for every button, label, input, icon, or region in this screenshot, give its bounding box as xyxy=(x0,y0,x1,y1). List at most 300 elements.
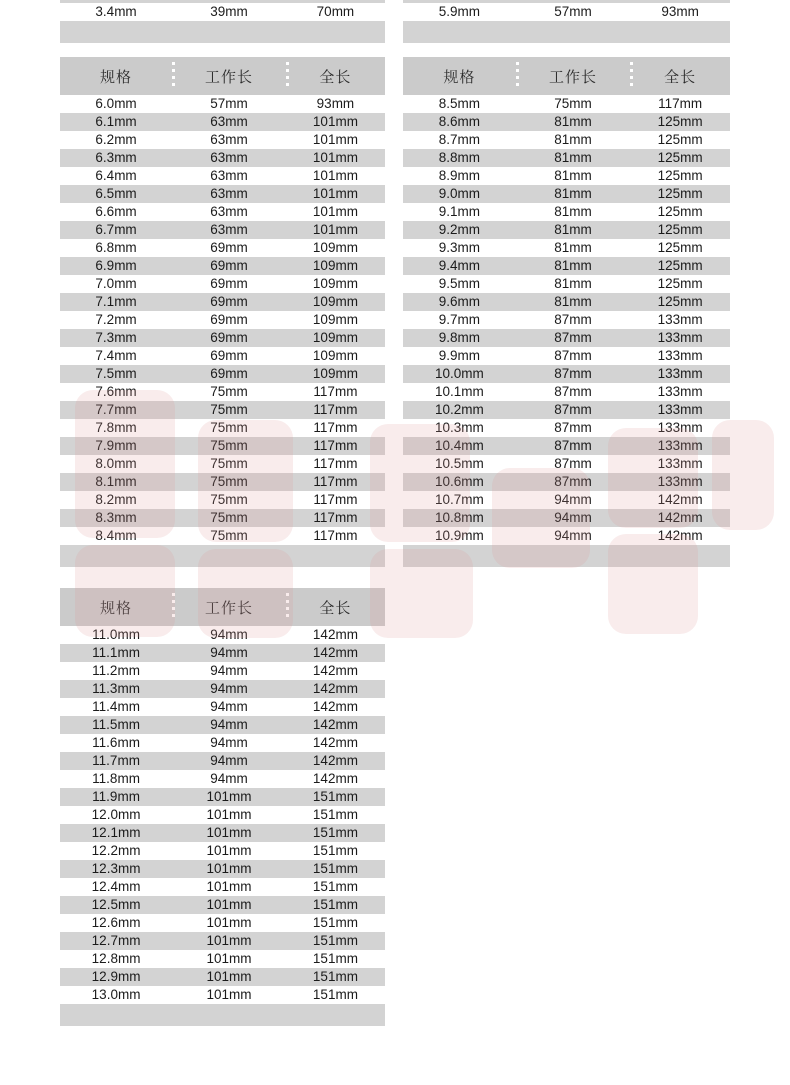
table-cell: 7.6mm xyxy=(95,384,137,399)
table-cell: 151mm xyxy=(312,897,358,912)
table-cell: 10.1mm xyxy=(435,384,484,399)
table-cell: 133mm xyxy=(657,384,703,399)
table-cell: 117mm xyxy=(313,492,358,507)
column-header-working-length: 工作长 xyxy=(204,599,253,617)
column-header-total-length: 全长 xyxy=(319,68,352,86)
table-cell: 151mm xyxy=(312,915,358,930)
table-cell: 81mm xyxy=(554,276,592,291)
table-row xyxy=(60,311,385,329)
table-cell: 125mm xyxy=(657,168,703,183)
table-row xyxy=(60,968,385,986)
table-cell: 151mm xyxy=(312,879,358,894)
table-cell: 117mm xyxy=(313,528,358,543)
table-cell: 94mm xyxy=(210,627,248,642)
table-cell: 109mm xyxy=(312,240,358,255)
table-cell: 151mm xyxy=(312,969,358,984)
table-cell: 101mm xyxy=(206,879,252,894)
table-cell: 93mm xyxy=(661,4,699,19)
table-row xyxy=(60,752,385,770)
table-row xyxy=(60,437,385,455)
table-cell: 101mm xyxy=(206,951,252,966)
table-cell: 101mm xyxy=(206,933,252,948)
table-cell: 8.2mm xyxy=(95,492,137,507)
table-cell: 101mm xyxy=(206,807,252,822)
table-cell: 6.1mm xyxy=(95,114,137,129)
spec-table-mid-right xyxy=(403,57,730,567)
table-cell: 7.1mm xyxy=(95,294,137,309)
table-cell: 75mm xyxy=(210,510,248,525)
table-cell: 117mm xyxy=(313,384,358,399)
table-cell: 9.1mm xyxy=(438,204,481,219)
table-cell: 81mm xyxy=(554,168,592,183)
table-cell: 117mm xyxy=(313,456,358,471)
table-cell: 101mm xyxy=(206,897,252,912)
table-cell: 7.8mm xyxy=(95,420,137,435)
table-cell: 12.4mm xyxy=(91,879,141,894)
table-row xyxy=(60,293,385,311)
table-cell: 12.1mm xyxy=(91,825,141,840)
table-row xyxy=(403,401,730,419)
table-cell: 11.7mm xyxy=(92,753,140,768)
table-cell: 9.9mm xyxy=(438,348,481,363)
table-row xyxy=(60,878,385,896)
table-cell: 94mm xyxy=(210,735,248,750)
table-cell: 101mm xyxy=(312,150,358,165)
table-cell: 94mm xyxy=(554,528,592,543)
table-cell: 133mm xyxy=(657,348,703,363)
table-row xyxy=(403,527,730,545)
table-row xyxy=(60,509,385,527)
table-cell: 94mm xyxy=(210,645,248,660)
table-cell: 117mm xyxy=(313,420,358,435)
table-cell: 39mm xyxy=(210,4,248,19)
table-cell: 151mm xyxy=(312,843,358,858)
table-row xyxy=(60,365,385,383)
table-cell: 6.4mm xyxy=(95,168,137,183)
table-row xyxy=(60,275,385,293)
table-row xyxy=(60,455,385,473)
table-row xyxy=(60,698,385,716)
table-cell: 142mm xyxy=(312,681,358,696)
table-header xyxy=(60,57,385,95)
table-cell: 81mm xyxy=(554,204,592,219)
table-cell: 75mm xyxy=(210,528,248,543)
table-cell: 142mm xyxy=(657,510,703,525)
table-cell: 11.9mm xyxy=(92,789,140,804)
table-row xyxy=(403,185,730,203)
table-row xyxy=(403,131,730,149)
table-footer-band xyxy=(60,1004,385,1026)
table-row xyxy=(60,419,385,437)
table-row xyxy=(60,644,385,662)
table-row xyxy=(60,914,385,932)
table-body xyxy=(60,95,385,545)
table-cell: 101mm xyxy=(206,987,252,1002)
table-cell: 87mm xyxy=(554,384,592,399)
table-row xyxy=(403,455,730,473)
table-body xyxy=(403,3,730,21)
table-cell: 109mm xyxy=(312,276,358,291)
table-cell: 125mm xyxy=(657,294,703,309)
table-cell: 13.0mm xyxy=(91,987,141,1002)
table-cell: 109mm xyxy=(312,330,358,345)
table-cell: 101mm xyxy=(312,168,358,183)
table-cell: 109mm xyxy=(312,258,358,273)
table-cell: 87mm xyxy=(554,456,592,471)
table-cell: 6.8mm xyxy=(95,240,137,255)
table-row xyxy=(403,473,730,491)
table-cell: 7.7mm xyxy=(95,402,137,417)
table-row xyxy=(60,221,385,239)
table-cell: 133mm xyxy=(657,420,703,435)
table-cell: 75mm xyxy=(210,438,248,453)
header-dotted-separator xyxy=(286,62,289,90)
table-row xyxy=(60,347,385,365)
table-cell: 11.3mm xyxy=(92,681,140,696)
table-cell: 117mm xyxy=(313,474,358,489)
table-row xyxy=(403,149,730,167)
table-row xyxy=(403,437,730,455)
table-cell: 117mm xyxy=(313,438,358,453)
table-row xyxy=(60,770,385,788)
table-row xyxy=(60,932,385,950)
table-cell: 101mm xyxy=(206,969,252,984)
column-header-spec: 规格 xyxy=(100,68,133,86)
table-cell: 9.3mm xyxy=(438,240,481,255)
table-row xyxy=(60,185,385,203)
table-cell: 9.5mm xyxy=(438,276,481,291)
table-cell: 125mm xyxy=(657,240,703,255)
table-cell: 69mm xyxy=(210,312,248,327)
table-cell: 10.3mm xyxy=(435,420,484,435)
table-row xyxy=(60,167,385,185)
table-cell: 10.4mm xyxy=(435,438,484,453)
table-cell: 125mm xyxy=(657,204,703,219)
table-cell: 8.3mm xyxy=(95,510,137,525)
table-row xyxy=(60,842,385,860)
table-row xyxy=(403,221,730,239)
table-cell: 101mm xyxy=(206,915,252,930)
table-cell: 69mm xyxy=(210,366,248,381)
table-cell: 75mm xyxy=(554,96,592,111)
table-cell: 133mm xyxy=(657,456,703,471)
table-cell: 75mm xyxy=(210,402,248,417)
table-cell: 142mm xyxy=(312,645,358,660)
table-cell: 69mm xyxy=(210,348,248,363)
table-cell: 109mm xyxy=(312,294,358,309)
table-cell: 10.6mm xyxy=(435,474,484,489)
table-row xyxy=(403,257,730,275)
table-cell: 87mm xyxy=(554,474,592,489)
table-cell: 125mm xyxy=(657,258,703,273)
table-row xyxy=(403,347,730,365)
table-cell: 8.7mm xyxy=(438,132,481,147)
table-row xyxy=(60,491,385,509)
table-row xyxy=(403,419,730,437)
table-cell: 109mm xyxy=(312,366,358,381)
table-cell: 63mm xyxy=(210,168,248,183)
table-cell: 151mm xyxy=(312,933,358,948)
table-cell: 125mm xyxy=(657,276,703,291)
table-cell: 7.0mm xyxy=(95,276,137,291)
table-cell: 94mm xyxy=(554,510,592,525)
table-cell: 6.5mm xyxy=(95,186,137,201)
header-dotted-separator xyxy=(286,593,289,621)
table-cell: 133mm xyxy=(657,438,703,453)
column-header-working-length: 工作长 xyxy=(204,68,253,86)
table-cell: 6.3mm xyxy=(95,150,137,165)
table-cell: 142mm xyxy=(312,699,358,714)
table-row xyxy=(403,365,730,383)
table-cell: 9.2mm xyxy=(438,222,481,237)
table-cell: 87mm xyxy=(554,420,592,435)
table-cell: 12.9mm xyxy=(91,969,141,984)
table-row xyxy=(60,950,385,968)
table-row xyxy=(60,824,385,842)
table-cell: 87mm xyxy=(554,330,592,345)
table-row xyxy=(60,680,385,698)
table-cell: 12.7mm xyxy=(91,933,141,948)
table-cell: 11.8mm xyxy=(92,771,140,786)
table-row xyxy=(60,734,385,752)
table-cell: 8.8mm xyxy=(438,150,481,165)
table-row xyxy=(60,896,385,914)
table-cell: 11.6mm xyxy=(92,735,140,750)
table-row xyxy=(403,3,730,21)
table-cell: 9.6mm xyxy=(438,294,481,309)
table-row xyxy=(60,788,385,806)
table-row xyxy=(60,716,385,734)
table-cell: 12.3mm xyxy=(91,861,141,876)
table-row xyxy=(403,311,730,329)
table-row xyxy=(60,113,385,131)
table-cell: 11.0mm xyxy=(92,627,140,642)
table-cell: 12.5mm xyxy=(91,897,141,912)
table-row xyxy=(403,383,730,401)
table-row xyxy=(60,203,385,221)
table-row xyxy=(60,239,385,257)
table-body xyxy=(403,95,730,545)
table-cell: 133mm xyxy=(657,330,703,345)
spec-table-mid-left xyxy=(60,57,385,567)
table-row xyxy=(403,491,730,509)
table-cell: 63mm xyxy=(210,150,248,165)
table-cell: 10.5mm xyxy=(435,456,484,471)
table-row xyxy=(60,806,385,824)
table-cell: 9.7mm xyxy=(438,312,481,327)
table-cell: 12.6mm xyxy=(91,915,141,930)
table-cell: 101mm xyxy=(206,861,252,876)
table-cell: 6.6mm xyxy=(95,204,137,219)
table-cell: 7.3mm xyxy=(95,330,137,345)
header-dotted-separator xyxy=(630,62,633,90)
table-header xyxy=(60,588,385,626)
table-cell: 10.7mm xyxy=(435,492,484,507)
table-cell: 94mm xyxy=(210,771,248,786)
table-cell: 63mm xyxy=(210,186,248,201)
table-cell: 81mm xyxy=(554,240,592,255)
table-cell: 101mm xyxy=(312,114,358,129)
table-cell: 94mm xyxy=(210,681,248,696)
table-cell: 133mm xyxy=(657,312,703,327)
table-cell: 81mm xyxy=(554,150,592,165)
table-cell: 7.2mm xyxy=(95,312,137,327)
table-cell: 142mm xyxy=(312,717,358,732)
table-cell: 69mm xyxy=(210,258,248,273)
table-cell: 8.5mm xyxy=(438,96,481,111)
spec-table-bottom-left xyxy=(60,588,385,1026)
table-cell: 101mm xyxy=(312,186,358,201)
table-cell: 142mm xyxy=(312,735,358,750)
table-cell: 142mm xyxy=(312,663,358,678)
table-cell: 101mm xyxy=(206,789,252,804)
table-row xyxy=(60,3,385,21)
table-cell: 151mm xyxy=(312,807,358,822)
table-row xyxy=(60,95,385,113)
spec-table-partial-right xyxy=(403,0,730,43)
table-cell: 117mm xyxy=(658,96,703,111)
table-cell: 8.0mm xyxy=(95,456,137,471)
table-cell: 75mm xyxy=(210,456,248,471)
table-row xyxy=(403,275,730,293)
table-cell: 11.2mm xyxy=(92,663,140,678)
table-cell: 87mm xyxy=(554,438,592,453)
table-cell: 142mm xyxy=(312,753,358,768)
table-cell: 151mm xyxy=(312,825,358,840)
table-cell: 81mm xyxy=(554,132,592,147)
table-cell: 87mm xyxy=(554,348,592,363)
table-cell: 81mm xyxy=(554,258,592,273)
table-cell: 101mm xyxy=(206,843,252,858)
table-cell: 94mm xyxy=(210,753,248,768)
table-cell: 7.5mm xyxy=(95,366,137,381)
table-cell: 10.0mm xyxy=(435,366,484,381)
table-cell: 142mm xyxy=(312,771,358,786)
table-row xyxy=(403,167,730,185)
table-row xyxy=(403,239,730,257)
table-cell: 151mm xyxy=(312,789,358,804)
table-cell: 9.4mm xyxy=(438,258,481,273)
table-row xyxy=(60,149,385,167)
table-row xyxy=(403,293,730,311)
header-dotted-separator xyxy=(172,593,175,621)
column-header-spec: 规格 xyxy=(100,599,133,617)
table-cell: 142mm xyxy=(312,627,358,642)
spec-table-partial-left xyxy=(60,0,385,43)
table-cell: 101mm xyxy=(312,132,358,147)
table-cell: 3.4mm xyxy=(95,4,137,19)
table-cell: 69mm xyxy=(210,294,248,309)
table-cell: 57mm xyxy=(210,96,248,111)
table-cell: 63mm xyxy=(210,222,248,237)
table-cell: 69mm xyxy=(210,276,248,291)
table-cell: 8.6mm xyxy=(438,114,481,129)
table-row xyxy=(60,860,385,878)
table-cell: 70mm xyxy=(316,4,355,19)
column-header-spec: 规格 xyxy=(443,68,476,86)
table-cell: 133mm xyxy=(657,402,703,417)
table-cell: 81mm xyxy=(554,294,592,309)
table-cell: 142mm xyxy=(657,492,703,507)
table-cell: 75mm xyxy=(210,474,248,489)
table-cell: 94mm xyxy=(210,717,248,732)
table-cell: 10.2mm xyxy=(435,402,484,417)
column-header-working-length: 工作长 xyxy=(549,68,598,86)
table-cell: 63mm xyxy=(210,204,248,219)
table-cell: 94mm xyxy=(554,492,592,507)
table-cell: 10.8mm xyxy=(435,510,484,525)
table-footer-band xyxy=(403,545,730,567)
table-row xyxy=(60,626,385,644)
table-cell: 125mm xyxy=(657,150,703,165)
table-cell: 94mm xyxy=(210,663,248,678)
table-cell: 11.4mm xyxy=(92,699,140,714)
table-cell: 94mm xyxy=(210,699,248,714)
table-row xyxy=(60,401,385,419)
table-cell: 12.8mm xyxy=(91,951,141,966)
table-cell: 101mm xyxy=(206,825,252,840)
table-cell: 12.2mm xyxy=(91,843,141,858)
table-cell: 6.7mm xyxy=(95,222,137,237)
table-cell: 63mm xyxy=(210,114,248,129)
table-cell: 81mm xyxy=(554,114,592,129)
table-cell: 6.0mm xyxy=(95,96,137,111)
table-row xyxy=(60,257,385,275)
table-row xyxy=(403,509,730,527)
table-row xyxy=(60,662,385,680)
table-body xyxy=(60,626,385,1004)
table-cell: 142mm xyxy=(657,528,703,543)
table-footer-band xyxy=(60,545,385,567)
table-cell: 87mm xyxy=(554,402,592,417)
table-cell: 109mm xyxy=(312,348,358,363)
table-cell: 10.9mm xyxy=(435,528,484,543)
table-cell: 6.2mm xyxy=(95,132,137,147)
table-row xyxy=(60,986,385,1004)
table-cell: 75mm xyxy=(210,492,248,507)
table-cell: 101mm xyxy=(312,222,358,237)
header-dotted-separator xyxy=(516,62,519,90)
table-cell: 81mm xyxy=(554,222,592,237)
table-cell: 8.9mm xyxy=(438,168,481,183)
table-row xyxy=(403,203,730,221)
table-row xyxy=(60,131,385,149)
table-row xyxy=(60,383,385,401)
table-cell: 93mm xyxy=(316,96,355,111)
table-row xyxy=(60,329,385,347)
table-cell: 125mm xyxy=(657,132,703,147)
table-header xyxy=(403,57,730,95)
table-cell: 9.8mm xyxy=(438,330,481,345)
table-cell: 11.5mm xyxy=(92,717,140,732)
table-cell: 117mm xyxy=(313,510,358,525)
table-cell: 6.9mm xyxy=(95,258,137,273)
table-cell: 8.4mm xyxy=(95,528,137,543)
table-cell: 125mm xyxy=(657,114,703,129)
table-cell: 69mm xyxy=(210,240,248,255)
table-cell: 87mm xyxy=(554,366,592,381)
table-row xyxy=(60,473,385,491)
table-cell: 63mm xyxy=(210,132,248,147)
table-row xyxy=(403,329,730,347)
table-cell: 75mm xyxy=(210,384,248,399)
table-cell: 5.9mm xyxy=(438,4,481,19)
table-cell: 151mm xyxy=(312,951,358,966)
table-cell: 8.1mm xyxy=(95,474,137,489)
table-cell: 151mm xyxy=(312,987,358,1002)
header-dotted-separator xyxy=(172,62,175,90)
table-cell: 125mm xyxy=(657,222,703,237)
